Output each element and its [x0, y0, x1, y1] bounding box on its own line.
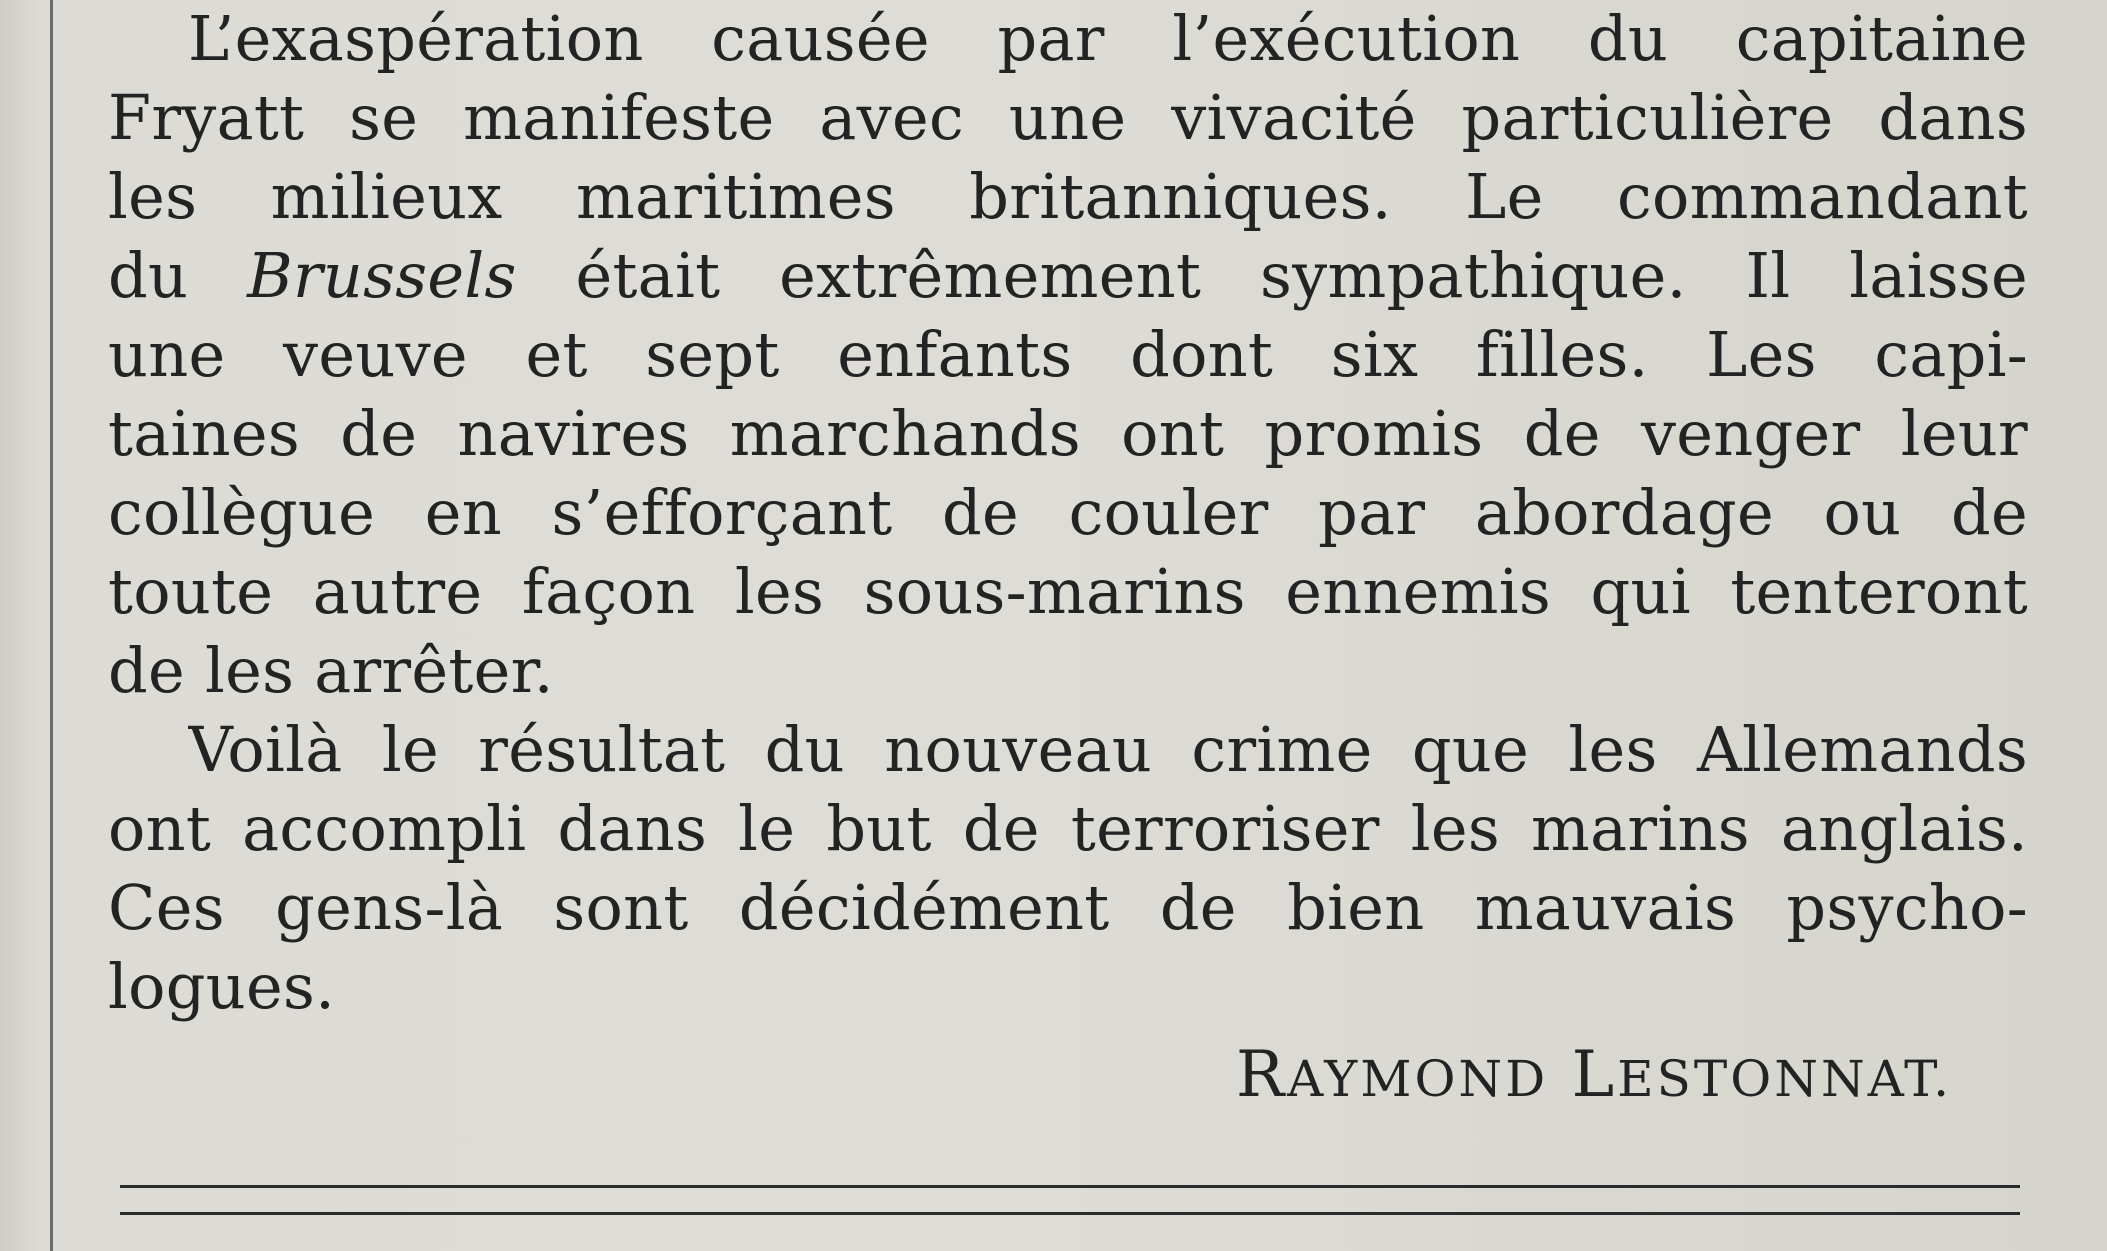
ship-name: Brussels — [247, 239, 517, 312]
text-line: les milieux maritimes britanniques. Le commandant — [108, 160, 2028, 233]
text-line: Voilà le résultat du nouveau crime que les Allemands — [188, 713, 2028, 786]
text-fragment: du — [108, 239, 248, 312]
section-divider-bottom — [120, 1212, 2020, 1215]
text-line: taines de navires marchands ont promis de venger leur — [108, 397, 2028, 470]
text-line: une veuve et sept enfants dont six filles. Les capi- — [108, 318, 2028, 391]
text-line: logues. — [108, 950, 336, 1023]
text-fragment: était extrêmement sympathique. Il laisse — [516, 239, 2028, 312]
text-line: ont accompli dans le but de terroriser les marins anglais. — [108, 792, 2028, 865]
signature-small-caps: ESTONNAT. — [1617, 1050, 1952, 1108]
text-line: Fryatt se manifeste avec une vivacité particulière dans — [108, 81, 2028, 154]
text-line — [108, 237, 2028, 315]
column-rule — [50, 0, 53, 1251]
author-signature — [1236, 1030, 1952, 1120]
text-line: toute autre façon les sous-marins ennemis qui tenteront — [108, 555, 2028, 628]
text-line: de les arrêter. — [108, 634, 554, 707]
text-line: Ces gens-là sont décidément de bien mauvais psycho- — [108, 871, 2028, 944]
text-line: L’exaspération causée par l’exécution du capitaine — [188, 2, 2028, 75]
section-divider-top — [120, 1185, 2020, 1188]
signature-small-caps: AYMOND — [1287, 1050, 1549, 1108]
signature-initial: L — [1571, 1038, 1618, 1112]
signature-initial: R — [1235, 1038, 1288, 1112]
text-line: collègue en s’efforçant de couler par abordage ou de — [108, 476, 2028, 549]
